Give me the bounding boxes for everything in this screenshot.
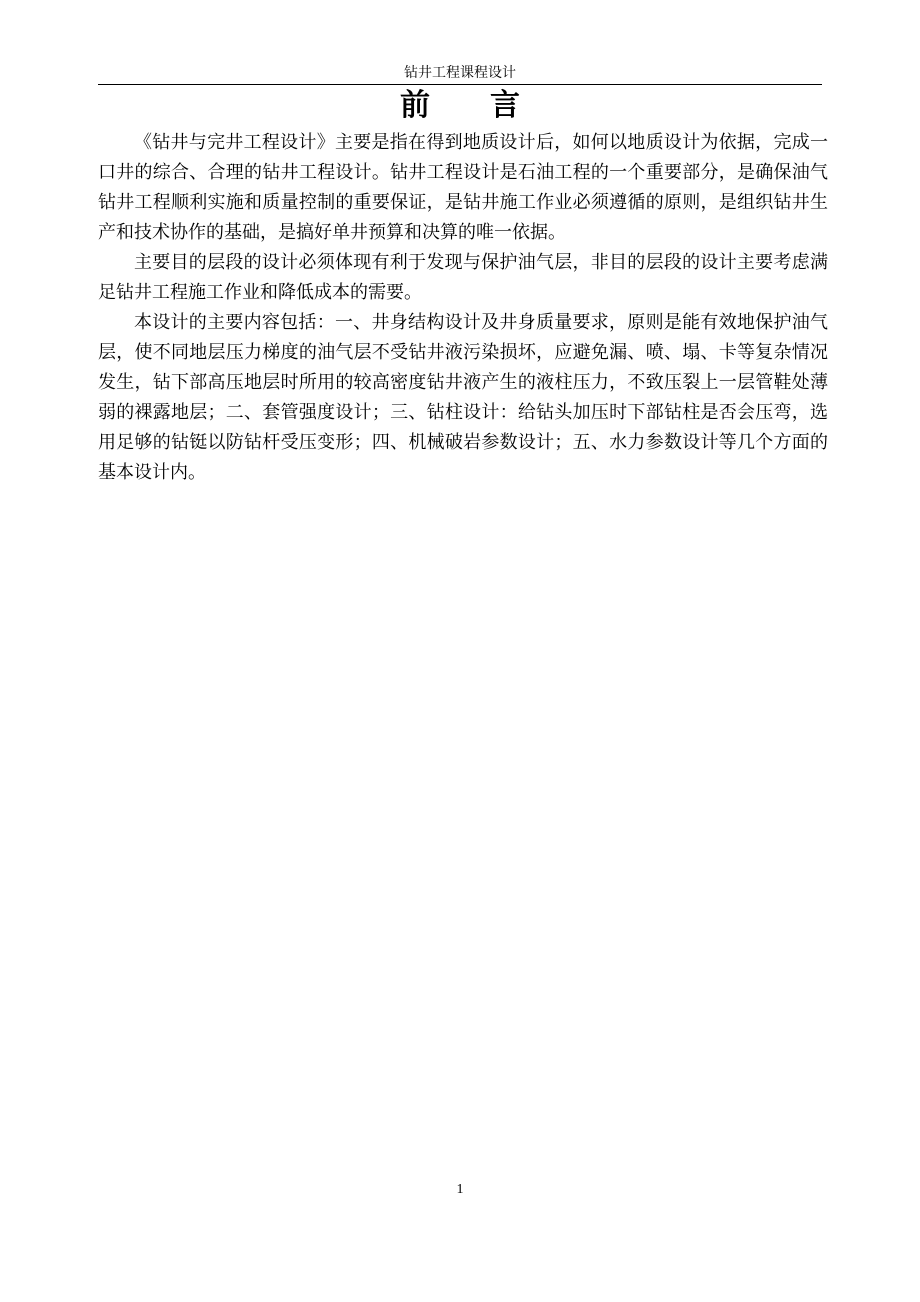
paragraph-3: 本设计的主要内容包括：一、井身结构设计及井身质量要求，原则是能有效地保护油气层，使不同地层压力梯度的油气层不受钻井液污染损坏，应避免漏、喷、塌、卡等复杂情况发生，钻下部高压地层时所用的较高密度钻井液产生的液柱压力，不致压裂上一层管鞋处薄弱的裸露地层；二、套管强度设计；三、钻柱设计：给钻头加压时下部钻柱是否会压弯，选用足够的钻铤以防钻杆受压变形；四、机械破岩参数设计；五、水力参数设计等几个方面的基本设计内。: [98, 312, 828, 483]
header-rule: [98, 84, 822, 85]
page-number: 1: [456, 1182, 464, 1197]
running-header: 钻井工程课程设计: [404, 65, 516, 81]
body-text: [98, 128, 828, 488]
paragraph-1: 《钻井与完井工程设计》主要是指在得到地质设计后，如何以地质设计为依据，完成一口井的综合、合理的钻井工程设计。钻井工程设计是石油工程的一个重要部分，是确保油气钻井工程顺利实施和质量控制的重要保证，是钻井施工作业必须遵循的原则，是组织钻井生产和技术协作的基础，是搞好单井预算和决算的唯一依据。: [98, 132, 828, 243]
paragraph-2: 主要目的层段的设计必须体现有利于发现与保护油气层，非目的层段的设计主要考虑满足钻井工程施工作业和降低成本的需要。: [98, 252, 828, 303]
page-title: 前 言: [400, 88, 520, 123]
